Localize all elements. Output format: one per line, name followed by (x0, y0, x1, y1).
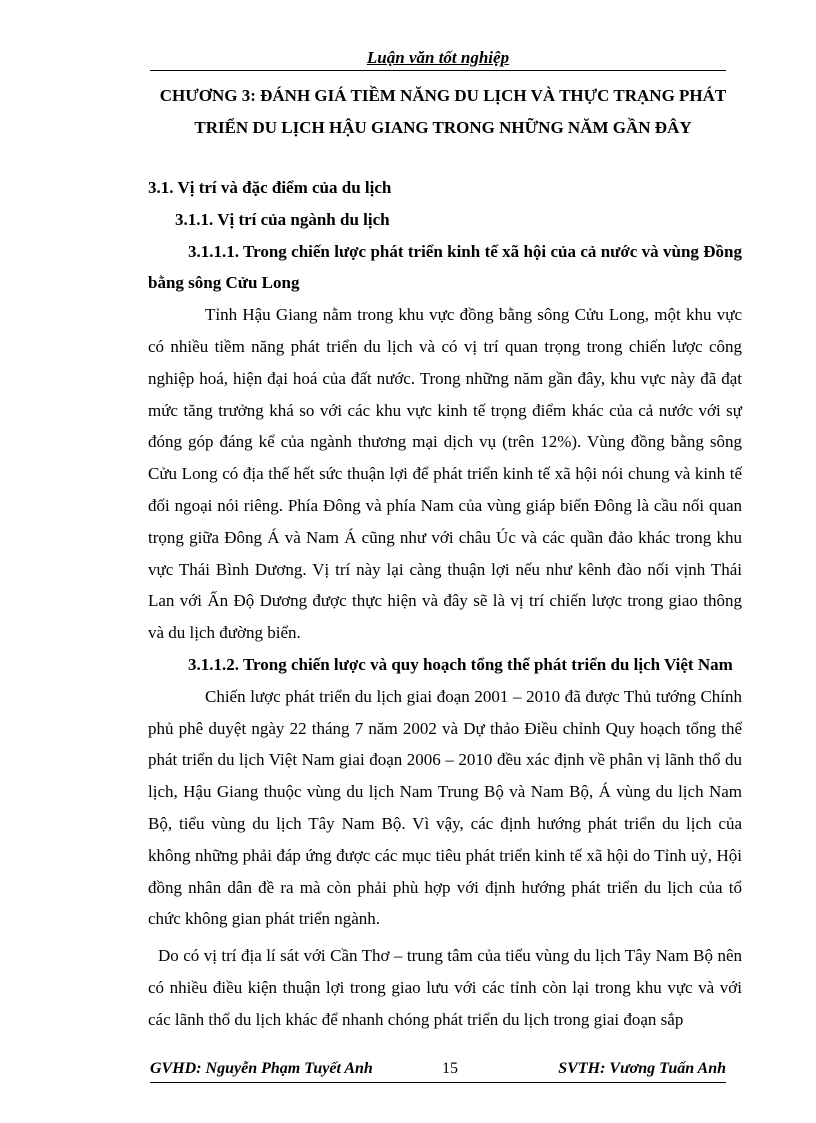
page-header (150, 46, 726, 71)
page-footer (150, 1060, 726, 1083)
chapter-title-line-2: TRIỂN DU LỊCH HẬU GIANG TRONG NHỮNG NĂM GẦN ĐÂY (194, 118, 692, 137)
footer-student: SVTH: Vương Tuấn Anh (558, 1060, 726, 1077)
page-number: 15 (442, 1060, 458, 1077)
chapter-title (140, 80, 746, 144)
footer-advisor: GVHD: Nguyễn Phạm Tuyết Anh (150, 1060, 373, 1077)
section-heading-3-1-1-1: 3.1.1.1. Trong chiến lược phát triển kinh tế xã hội của cả nước và vùng Đồng bằng sông Cửu Long (148, 241, 742, 293)
section-heading-3-1: 3.1. Vị trí và đặc điểm của du lịch (148, 178, 392, 197)
paragraph-1: Tỉnh Hậu Giang nằm trong khu vực đồng bằng sông Cửu Long, một khu vực có nhiều tiềm năng phát triển du lịch và có vị trí quan trọng trong chiến lược công nghiệp hoá, hiện đại hoá của đất nước. Trong những năm gần đây, khu vực này đã đạt mức tăng trưởng khá so với các khu vực kinh tế trọng điểm khác của cả nước với sự đóng góp đáng kể của ngành thương mại dịch vụ (trên 12%). Vùng đồng bằng sông Cửu Long có địa thế hết sức thuận lợi để phát triển kinh tế xã hội nói chung và kinh tế đối ngoại nói riêng. Phía Đông và phía Nam của vùng giáp biển Đông là cầu nối quan trọng giữa Đông Á và Nam Á cũng như với châu Úc và các quần đảo khác trong khu vực Thái Bình Dương. Vị trí này lại càng thuận lợi nếu như kênh đào nối vịnh Thái Lan với Ấn Độ Dương được thực hiện và đây sẽ là vị trí chiến lược trong giao thông và du lịch đường biển. (148, 305, 742, 643)
document-body (148, 172, 742, 1036)
chapter-title-line-1: CHƯƠNG 3: ĐÁNH GIÁ TIỀM NĂNG DU LỊCH VÀ THỰC TRẠNG PHÁT (159, 86, 727, 105)
section-heading-3-1-1-2: 3.1.1.2. Trong chiến lược và quy hoạch tổng thể phát triển du lịch Việt Nam (188, 654, 733, 674)
paragraph-2: Chiến lược phát triển du lịch giai đoạn 2001 – 2010 đã được Thủ tướng Chính phủ phê duyệt ngày 22 tháng 7 năm 2002 và Dự thảo Điều chỉnh Quy hoạch tổng thể phát triển du lịch Việt Nam giai đoạn 2006 – 2010 đều xác định về phân vị lãnh thổ du lịch, Hậu Giang thuộc vùng du lịch Nam Trung Bộ và Nam Bộ, Á vùng du lịch Nam Bộ, tiểu vùng du lịch Tây Nam Bộ. Vì vậy, các định hướng phát triển du lịch của không những phải đáp ứng được các mục tiêu phát triển kinh tế xã hội do Tỉnh uỷ, Hội đồng nhân dân đề ra mà còn phải phù hợp với định hướng phát triển du lịch của tổ chức không gian phát triển ngành. (148, 686, 742, 929)
header-title: Luận văn tốt nghiệp (366, 48, 510, 67)
section-heading-3-1-1: 3.1.1. Vị trí của ngành du lịch (175, 209, 390, 229)
paragraph-3: Do có vị trí địa lí sát với Cần Thơ – trung tâm của tiểu vùng du lịch Tây Nam Bộ nên có nhiều điều kiện thuận lợi trong giao lưu với các tỉnh còn lại trong khu vực và với các lãnh thổ du lịch khác để nhanh chóng phát triển du lịch trong giai đoạn sắp (148, 946, 742, 1029)
